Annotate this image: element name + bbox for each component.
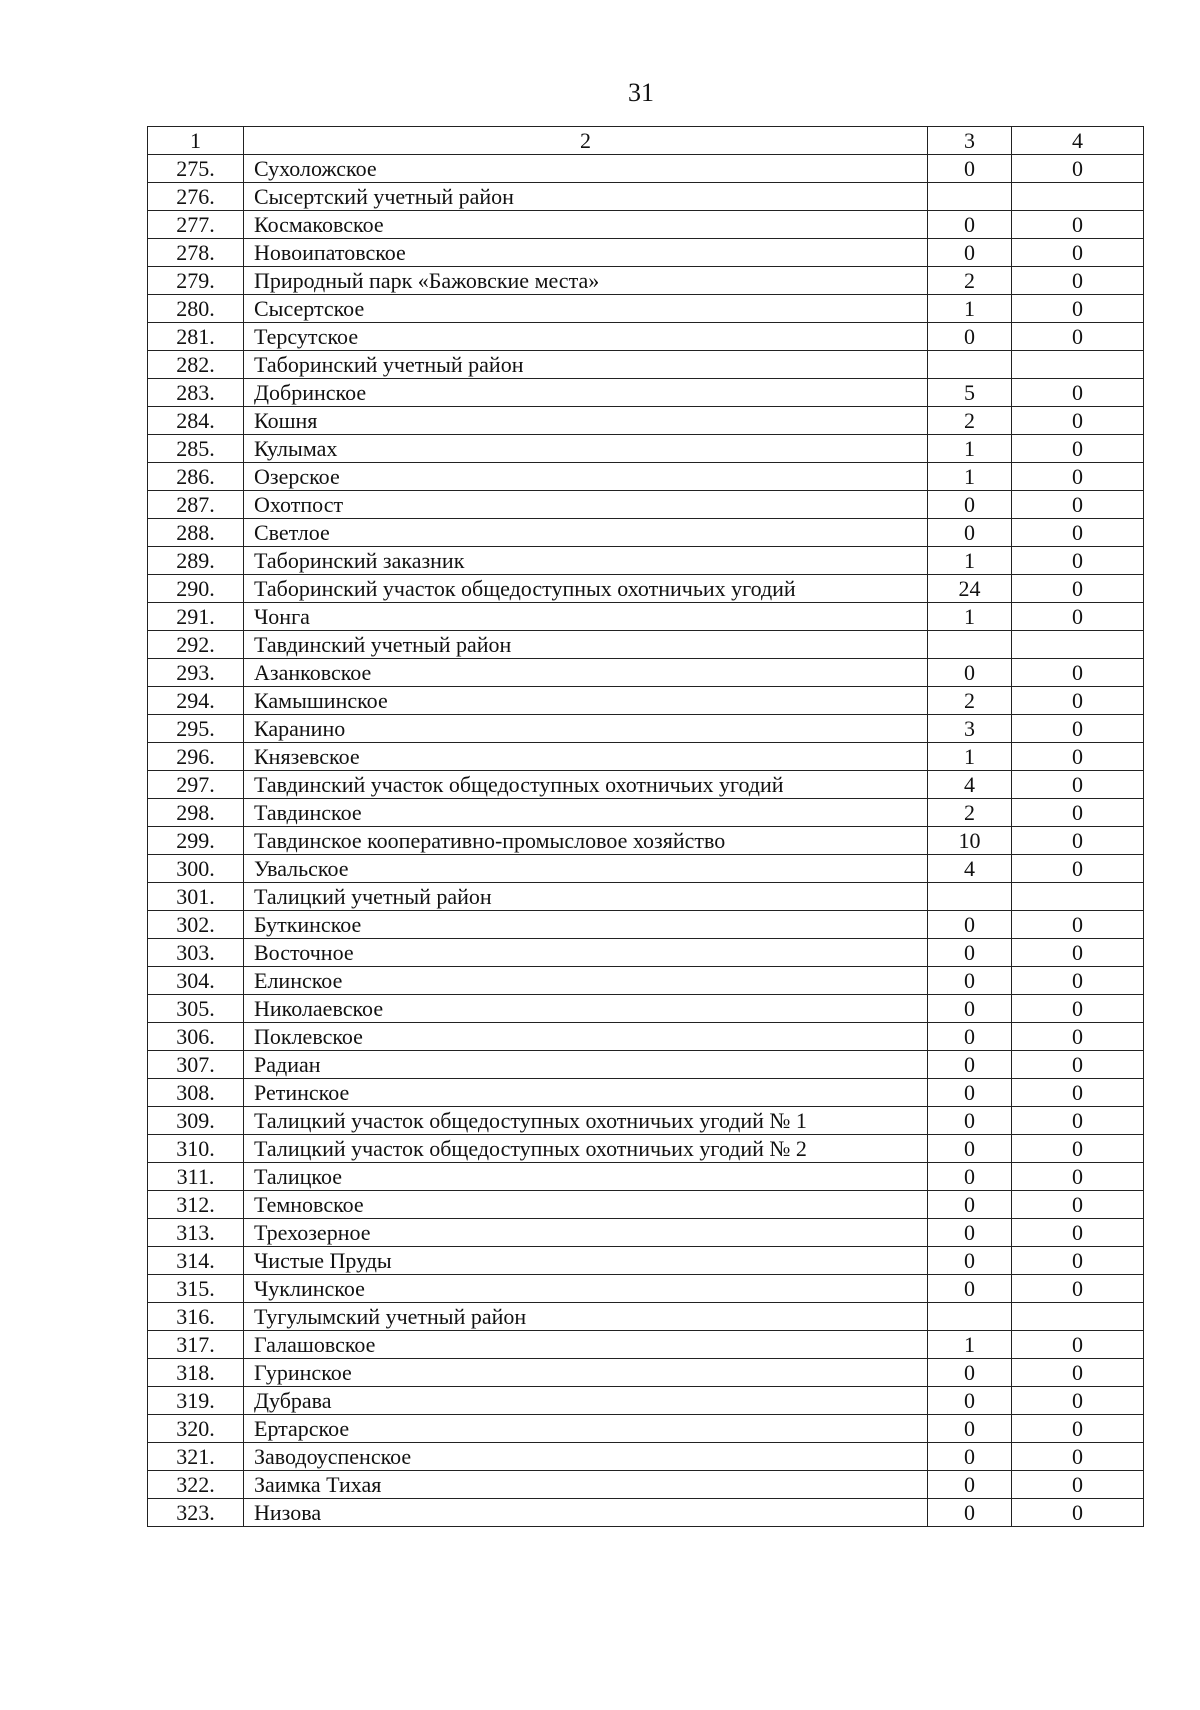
row-name: Новоипатовское [244,239,928,267]
row-col-3: 0 [928,1415,1012,1443]
table-row [148,967,1144,995]
table-row [148,659,1144,687]
row-col-3: 0 [928,1051,1012,1079]
table-row [148,295,1144,323]
data-table [147,126,1144,1527]
row-name: Кошня [244,407,928,435]
row-number: 301. [148,883,244,911]
header-col-1: 1 [148,127,244,155]
row-name: Сухоложское [244,155,928,183]
row-name: Чонга [244,603,928,631]
row-col-4: 0 [1012,1331,1144,1359]
row-col-4: 0 [1012,1415,1144,1443]
row-col-3: 24 [928,575,1012,603]
row-col-4: 0 [1012,1107,1144,1135]
table-row [148,1135,1144,1163]
row-name: Буткинское [244,911,928,939]
row-name: Тугулымский учетный район [244,1303,928,1331]
table-row [148,575,1144,603]
table-row [148,603,1144,631]
row-col-3 [928,883,1012,911]
row-number: 308. [148,1079,244,1107]
row-col-4: 0 [1012,519,1144,547]
row-col-3: 0 [928,239,1012,267]
row-col-4 [1012,183,1144,211]
row-name: Гуринское [244,1359,928,1387]
row-name: Ретинское [244,1079,928,1107]
row-col-4: 0 [1012,267,1144,295]
row-col-4: 0 [1012,323,1144,351]
row-col-3: 1 [928,547,1012,575]
row-col-3: 0 [928,1499,1012,1527]
row-col-4 [1012,1303,1144,1331]
row-name: Темновское [244,1191,928,1219]
row-col-3: 0 [928,995,1012,1023]
row-number: 300. [148,855,244,883]
table-row [148,491,1144,519]
row-number: 305. [148,995,244,1023]
row-name: Заводоуспенское [244,1443,928,1471]
page-number: 31 [628,78,654,107]
row-col-3: 0 [928,939,1012,967]
table-row [148,883,1144,911]
row-name: Тавдинское кооперативно-промысловое хозяйство [244,827,928,855]
row-number: 322. [148,1471,244,1499]
row-number: 296. [148,743,244,771]
row-col-3: 0 [928,323,1012,351]
row-col-3: 1 [928,743,1012,771]
table-row [148,1331,1144,1359]
row-number: 315. [148,1275,244,1303]
table-row [148,771,1144,799]
row-col-4: 0 [1012,547,1144,575]
row-col-4: 0 [1012,1471,1144,1499]
row-number: 289. [148,547,244,575]
row-number: 304. [148,967,244,995]
row-col-3: 4 [928,771,1012,799]
row-col-3: 2 [928,687,1012,715]
row-number: 292. [148,631,244,659]
row-col-4: 0 [1012,1387,1144,1415]
row-col-4: 0 [1012,855,1144,883]
table-row [148,1387,1144,1415]
row-name: Озерское [244,463,928,491]
row-col-3 [928,351,1012,379]
table-row [148,855,1144,883]
table-row [148,547,1144,575]
row-col-4: 0 [1012,743,1144,771]
table-row [148,1359,1144,1387]
table-row [148,1051,1144,1079]
row-number: 281. [148,323,244,351]
table-row [148,687,1144,715]
row-col-3 [928,1303,1012,1331]
row-col-4: 0 [1012,1219,1144,1247]
table-row [148,799,1144,827]
row-col-3: 2 [928,407,1012,435]
row-name: Елинское [244,967,928,995]
table-row [148,911,1144,939]
row-number: 307. [148,1051,244,1079]
row-col-3: 0 [928,1247,1012,1275]
row-col-4: 0 [1012,295,1144,323]
row-col-4: 0 [1012,1247,1144,1275]
row-number: 293. [148,659,244,687]
row-number: 288. [148,519,244,547]
row-col-4: 0 [1012,407,1144,435]
table-row [148,155,1144,183]
row-number: 279. [148,267,244,295]
table-row [148,239,1144,267]
row-col-3 [928,183,1012,211]
row-col-4: 0 [1012,967,1144,995]
row-col-4: 0 [1012,687,1144,715]
row-number: 294. [148,687,244,715]
row-col-4: 0 [1012,491,1144,519]
row-name: Кулымах [244,435,928,463]
row-name: Николаевское [244,995,928,1023]
row-col-4: 0 [1012,211,1144,239]
row-number: 276. [148,183,244,211]
row-col-4: 0 [1012,911,1144,939]
row-col-4: 0 [1012,239,1144,267]
row-col-3: 0 [928,1191,1012,1219]
row-col-3: 10 [928,827,1012,855]
row-col-4: 0 [1012,771,1144,799]
row-name: Добринское [244,379,928,407]
row-name: Таборинский учетный район [244,351,928,379]
table-row [148,183,1144,211]
row-name: Талицкий учетный район [244,883,928,911]
row-col-4: 0 [1012,799,1144,827]
table-row [148,939,1144,967]
table-row [148,351,1144,379]
row-number: 323. [148,1499,244,1527]
row-number: 302. [148,911,244,939]
row-col-4: 0 [1012,1359,1144,1387]
row-number: 282. [148,351,244,379]
row-name: Талицкий участок общедоступных охотничьих угодий № 1 [244,1107,928,1135]
header-col-2: 2 [244,127,928,155]
row-col-4: 0 [1012,155,1144,183]
row-number: 306. [148,1023,244,1051]
row-number: 318. [148,1359,244,1387]
row-name: Дубрава [244,1387,928,1415]
row-col-3: 1 [928,463,1012,491]
row-col-4: 0 [1012,463,1144,491]
row-col-4: 0 [1012,1135,1144,1163]
row-col-3: 0 [928,967,1012,995]
table-row [148,1107,1144,1135]
row-col-4 [1012,631,1144,659]
row-number: 295. [148,715,244,743]
row-col-3: 0 [928,1219,1012,1247]
row-col-3: 0 [928,911,1012,939]
row-name: Таборинский заказник [244,547,928,575]
row-col-4: 0 [1012,995,1144,1023]
row-number: 283. [148,379,244,407]
row-name: Каранино [244,715,928,743]
row-number: 314. [148,1247,244,1275]
table-row [148,1303,1144,1331]
row-name: Чуклинское [244,1275,928,1303]
table-row [148,1499,1144,1527]
table-row [148,211,1144,239]
row-name: Природный парк «Бажовские места» [244,267,928,295]
table-row [148,323,1144,351]
row-col-4: 0 [1012,575,1144,603]
row-col-3: 0 [928,1443,1012,1471]
row-col-4: 0 [1012,1051,1144,1079]
row-col-4: 0 [1012,1079,1144,1107]
row-col-3: 0 [928,1275,1012,1303]
row-col-3: 0 [928,211,1012,239]
row-col-3: 0 [928,1107,1012,1135]
row-col-4: 0 [1012,827,1144,855]
row-col-4: 0 [1012,603,1144,631]
row-number: 299. [148,827,244,855]
row-col-3: 2 [928,267,1012,295]
row-number: 285. [148,435,244,463]
row-name: Космаковское [244,211,928,239]
row-col-3: 5 [928,379,1012,407]
row-col-4: 0 [1012,1163,1144,1191]
row-name: Ертарское [244,1415,928,1443]
row-col-4 [1012,351,1144,379]
row-col-3: 0 [928,1471,1012,1499]
row-name: Талицкий участок общедоступных охотничьих угодий № 2 [244,1135,928,1163]
row-number: 310. [148,1135,244,1163]
row-col-4: 0 [1012,1443,1144,1471]
row-name: Чистые Пруды [244,1247,928,1275]
row-number: 311. [148,1163,244,1191]
row-name: Терсутское [244,323,928,351]
row-col-4: 0 [1012,1499,1144,1527]
row-col-3: 0 [928,1079,1012,1107]
row-number: 286. [148,463,244,491]
row-col-3: 4 [928,855,1012,883]
table-row [148,1471,1144,1499]
row-col-3: 3 [928,715,1012,743]
row-number: 275. [148,155,244,183]
row-number: 317. [148,1331,244,1359]
row-col-3: 2 [928,799,1012,827]
row-name: Тавдинское [244,799,928,827]
row-name: Поклевское [244,1023,928,1051]
row-number: 309. [148,1107,244,1135]
table-row [148,995,1144,1023]
row-col-3: 0 [928,659,1012,687]
header-col-4: 4 [1012,127,1144,155]
table-row [148,715,1144,743]
row-name: Восточное [244,939,928,967]
row-col-3: 1 [928,435,1012,463]
table-row [148,1163,1144,1191]
row-col-3: 0 [928,491,1012,519]
row-number: 277. [148,211,244,239]
row-name: Талицкое [244,1163,928,1191]
row-col-4: 0 [1012,939,1144,967]
table-row [148,267,1144,295]
table-row [148,407,1144,435]
row-number: 298. [148,799,244,827]
row-number: 312. [148,1191,244,1219]
row-col-3: 0 [928,1135,1012,1163]
row-number: 278. [148,239,244,267]
row-number: 316. [148,1303,244,1331]
row-number: 321. [148,1443,244,1471]
row-number: 297. [148,771,244,799]
row-name: Тавдинский участок общедоступных охотничьих угодий [244,771,928,799]
row-name: Галашовское [244,1331,928,1359]
row-col-4: 0 [1012,659,1144,687]
row-name: Князевское [244,743,928,771]
row-number: 313. [148,1219,244,1247]
table-row [148,743,1144,771]
row-name: Радиан [244,1051,928,1079]
table-row [148,1191,1144,1219]
table-row [148,519,1144,547]
row-name: Камышинское [244,687,928,715]
table-row [148,827,1144,855]
header-col-3: 3 [928,127,1012,155]
row-name: Увальское [244,855,928,883]
table-row [148,1079,1144,1107]
row-col-3: 0 [928,1163,1012,1191]
table-row [148,1247,1144,1275]
row-name: Светлое [244,519,928,547]
row-col-4: 0 [1012,715,1144,743]
row-number: 291. [148,603,244,631]
table-row [148,1415,1144,1443]
row-number: 303. [148,939,244,967]
row-name: Тавдинский учетный район [244,631,928,659]
row-col-3: 0 [928,519,1012,547]
row-col-4: 0 [1012,1275,1144,1303]
row-col-3: 1 [928,1331,1012,1359]
table-row [148,1219,1144,1247]
row-number: 290. [148,575,244,603]
table-body [148,127,1144,1527]
table-row [148,379,1144,407]
row-col-4: 0 [1012,1023,1144,1051]
row-col-3: 0 [928,155,1012,183]
table-row [148,631,1144,659]
table-row [148,1275,1144,1303]
row-number: 319. [148,1387,244,1415]
row-name: Трехозерное [244,1219,928,1247]
table-row [148,435,1144,463]
row-name: Охотпост [244,491,928,519]
row-number: 284. [148,407,244,435]
table-row [148,1443,1144,1471]
row-name: Сысертское [244,295,928,323]
row-col-3: 0 [928,1387,1012,1415]
row-number: 320. [148,1415,244,1443]
row-col-4: 0 [1012,1191,1144,1219]
table-header-row [148,127,1144,155]
row-name: Таборинский участок общедоступных охотничьих угодий [244,575,928,603]
row-name: Низова [244,1499,928,1527]
row-name: Азанковское [244,659,928,687]
row-col-3: 0 [928,1023,1012,1051]
row-col-3: 0 [928,1359,1012,1387]
row-col-4: 0 [1012,435,1144,463]
table-row [148,463,1144,491]
row-col-3: 1 [928,295,1012,323]
row-number: 280. [148,295,244,323]
row-col-4: 0 [1012,379,1144,407]
row-col-3: 1 [928,603,1012,631]
row-number: 287. [148,491,244,519]
row-col-3 [928,631,1012,659]
row-name: Заимка Тихая [244,1471,928,1499]
table-row [148,1023,1144,1051]
row-col-4 [1012,883,1144,911]
row-name: Сысертский учетный район [244,183,928,211]
